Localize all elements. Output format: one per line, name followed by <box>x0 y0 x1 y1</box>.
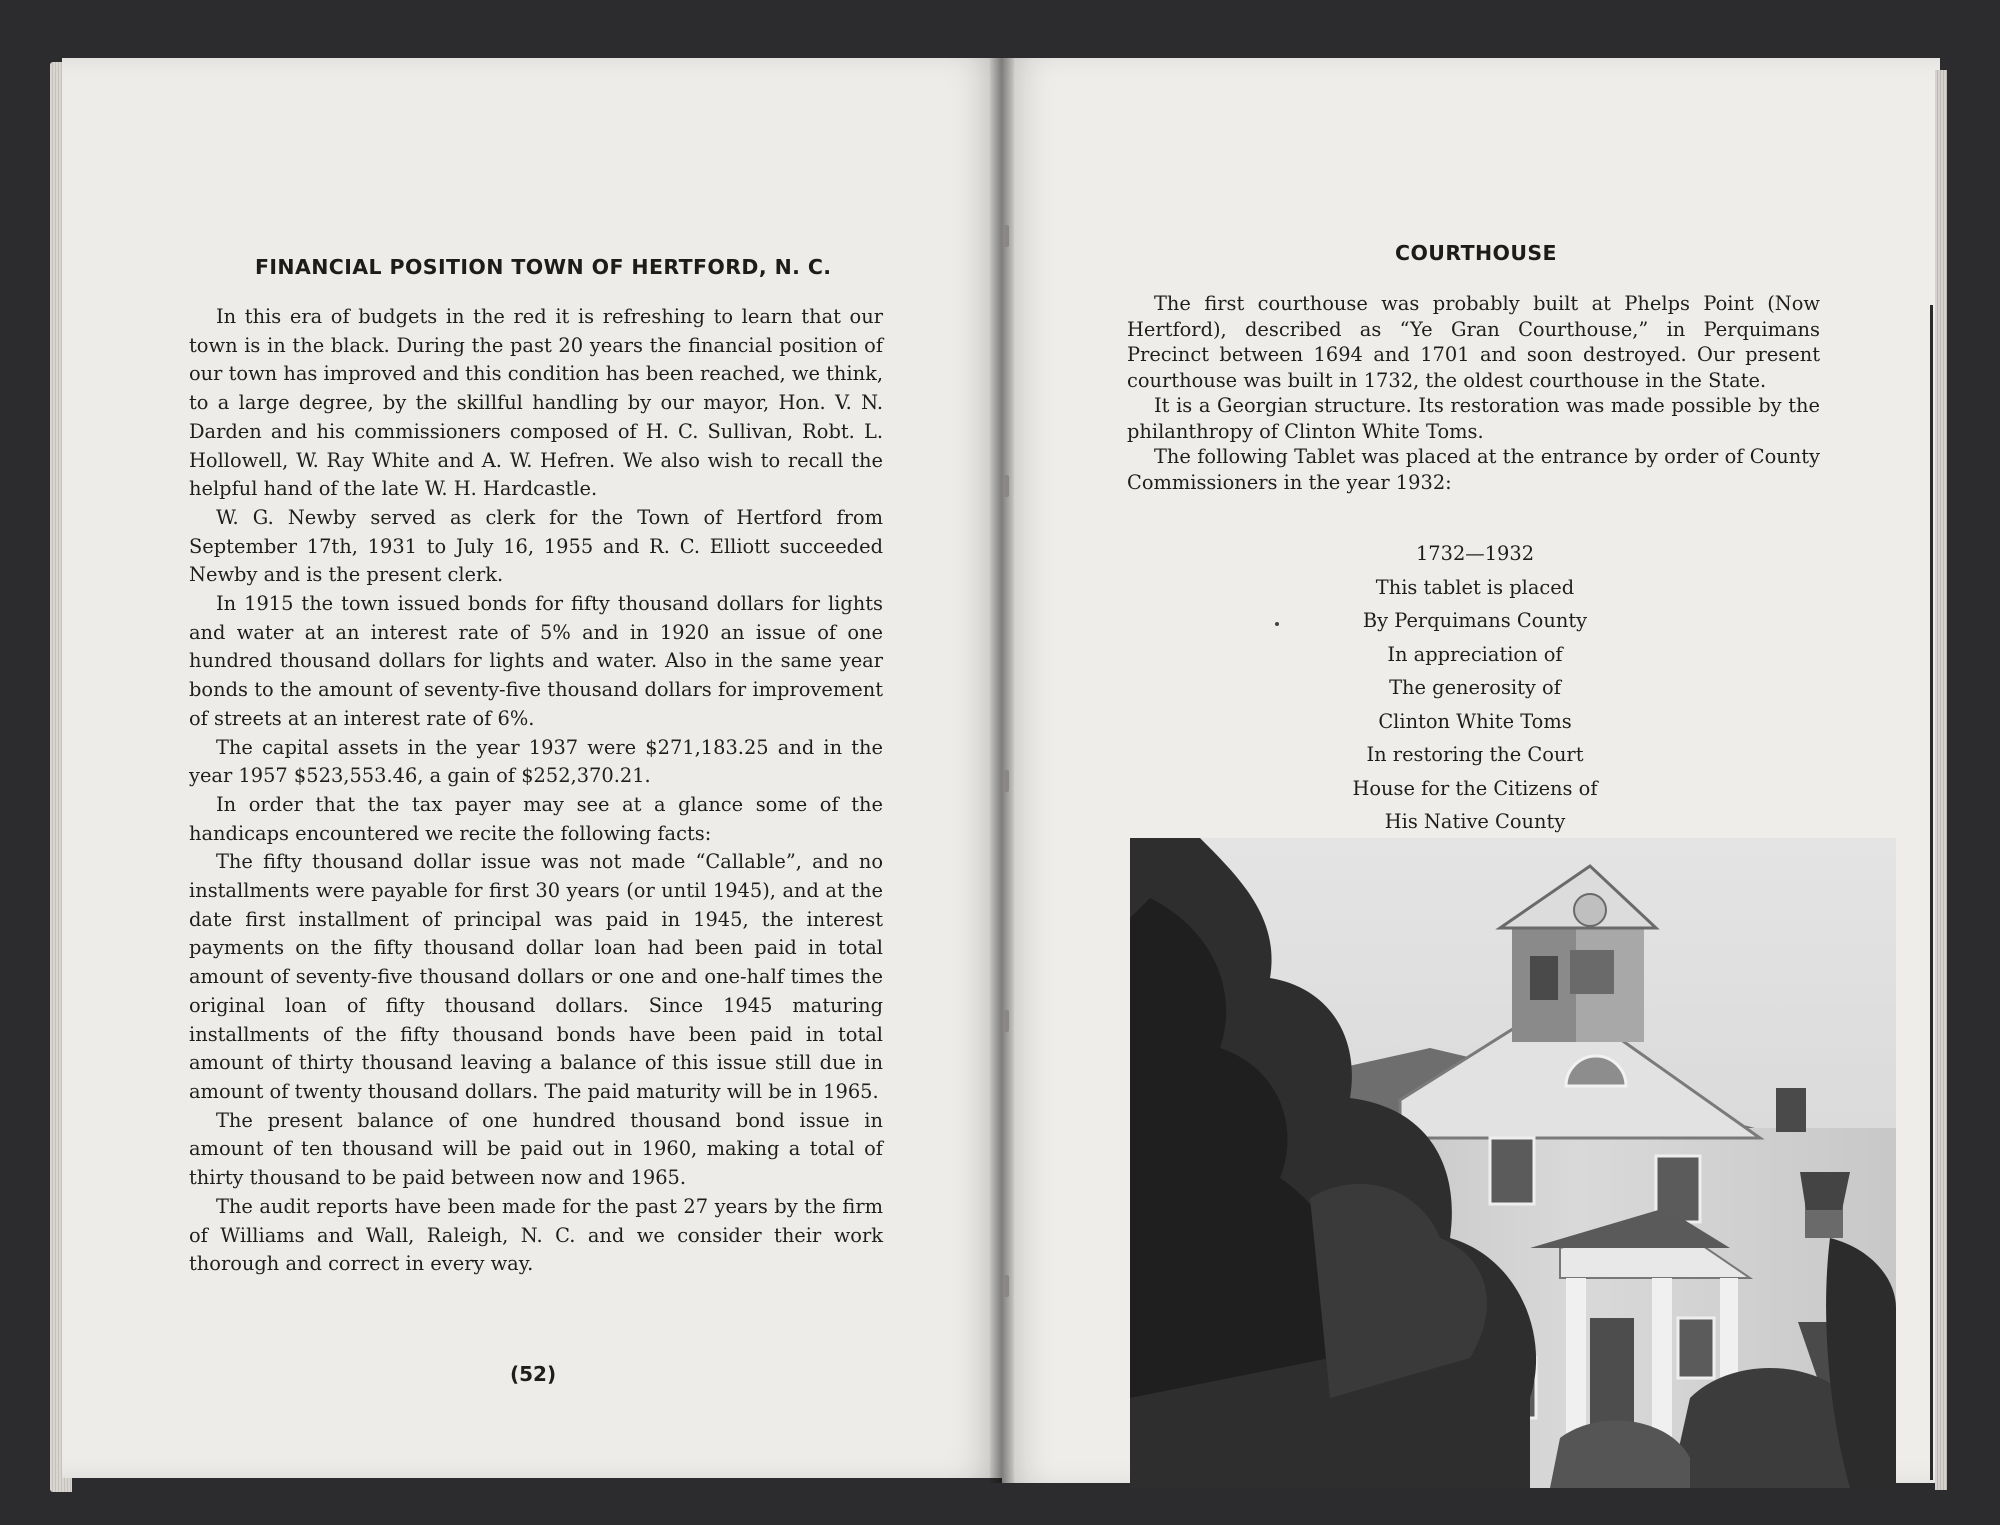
tablet-line: Clinton White Toms <box>1378 709 1572 733</box>
staple <box>1003 1010 1009 1032</box>
tablet-line: The generosity of <box>1389 676 1561 699</box>
paragraph: The fifty thousand dollar issue was not made “Callable”, and no installments were payable for first 30 years (or until 1945), and at the date first installment of principal was paid in 1945, the interest payments on the fifty thousand dollar loan had been paid in total amount of seventy-five thousand dollars or one and one-half times the original loan of fifty thousand dollars. Since 1945 maturing installments of the fifty thousand bonds have been paid in total amount of thirty thousand leaving a balance of this issue still due in amount of twenty thousand dollars. The paid maturity will be in 1965. <box>189 850 883 1103</box>
tablet-line: His Native County <box>1384 810 1566 833</box>
financial-heading: FINANCIAL POSITION TOWN OF HERTFORD, N. C. <box>255 255 832 279</box>
tablet-line: House for the Citizens of <box>1352 776 1598 800</box>
staple <box>1003 1275 1009 1297</box>
paragraph: The following Tablet was placed at the entrance by order of County Commissioners in the year 1932: <box>1127 445 1820 494</box>
paragraph: The present balance of one hundred thousand bond issue in amount of ten thousand will be paid out in 1960, making a total of thirty thousand to be paid between now and 1965. <box>189 1108 883 1190</box>
tablet-line: 1732—1932 <box>1415 542 1535 565</box>
paragraph: The first courthouse was probably built at Phelps Point (Now Hertford), described as “Ye Gran Courthouse,” in Perquimans Precinct between 1694 and 1701 and soon destroyed. Our present courthouse was built in 1732, the oldest courthouse in the State. <box>1127 292 1820 392</box>
courthouse-photo <box>1130 838 1896 1488</box>
financial-body <box>189 303 883 1279</box>
tablet-line: In appreciation of <box>1387 642 1563 666</box>
paragraph: W. G. Newby served as clerk for the Town of Hertford from September 17th, 1931 to July 16, 1955 and R. C. Elliott succeeded Newby and is the present clerk. <box>189 505 883 587</box>
ink-speck <box>1275 622 1279 626</box>
tablet-inscription <box>1300 537 1650 839</box>
courthouse-body <box>1127 291 1820 495</box>
paragraph: The capital assets in the year 1937 were $271,183.25 and in the year 1957 $523,553.46, a gain of $252,370.21. <box>189 735 883 788</box>
courthouse-heading: COURTHOUSE <box>1395 241 1557 265</box>
paragraph: In order that the tax payer may see at a glance some of the handicaps encountered we recite the following facts: <box>189 792 883 845</box>
paragraph: In 1915 the town issued bonds for fifty thousand dollars for lights and water at an interest rate of 5% and in 1920 an issue of one hundred thousand dollars for lights and water. Also in the same year bonds to the amount of seventy-five thousand dollars for improvement of streets at an interest rate of 6%. <box>189 592 883 730</box>
staple <box>1003 770 1009 792</box>
paragraph: It is a Georgian structure. Its restoration was made possible by the philanthropy of Clinton White Toms. <box>1127 394 1820 443</box>
tablet-line: By Perquimans County <box>1362 609 1588 632</box>
paragraph: The audit reports have been made for the past 27 years by the firm of Williams and Wall, Raleigh, N. C. and we consider their work thorough and correct in every way. <box>189 1194 883 1276</box>
page-number: (52) <box>510 1362 557 1386</box>
staple <box>1003 475 1009 497</box>
page-edge-line <box>1930 305 1933 1480</box>
staple <box>1003 225 1009 247</box>
paragraph: In this era of budgets in the red it is refreshing to learn that our town is in the black. During the past 20 years the financial position of our town has improved and this condition has been reached, we think, to a large degree, by the skillful handling by our mayor, Hon. V. N. Darden and his commissioners composed of H. C. Sullivan, Robt. L. Hollowell, W. Ray White and A. W. Hefren. We also wish to recall the helpful hand of the late W. H. Hardcastle. <box>189 305 883 501</box>
tablet-line: This tablet is placed <box>1375 575 1575 599</box>
spine-gutter <box>990 58 1014 1483</box>
right-page-edges <box>1935 70 1947 1490</box>
tablet-line: In restoring the Court <box>1366 743 1584 766</box>
